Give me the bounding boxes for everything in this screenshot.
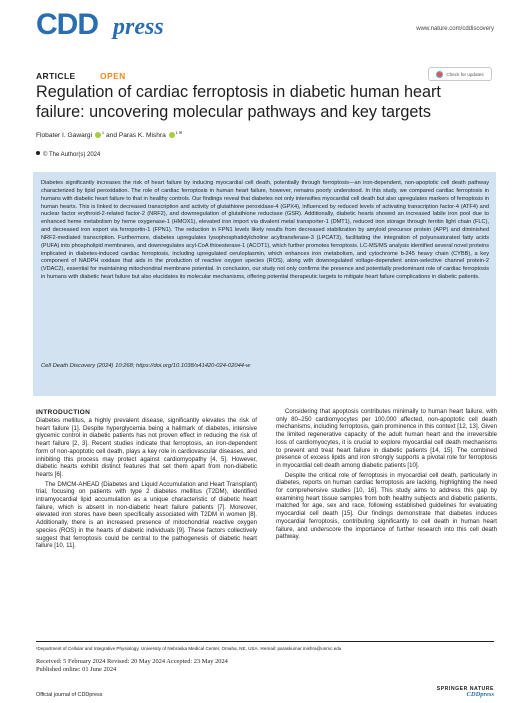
author-affiliation-marker: 1 xyxy=(101,130,105,135)
open-access-label: OPEN xyxy=(100,71,126,81)
author-line xyxy=(36,130,182,139)
check-for-updates-button[interactable] xyxy=(428,67,492,81)
publisher-logo xyxy=(437,686,494,698)
received-dates: Received: 5 February 2024 Revised: 20 May 2024 Accepted: 23 May 2024 xyxy=(36,658,228,665)
author-name[interactable]: Flobater I. Gawargi xyxy=(36,132,93,140)
orcid-icon[interactable] xyxy=(169,132,175,138)
bullet-icon xyxy=(36,151,40,155)
crossmark-icon xyxy=(436,71,443,78)
journal-url-link[interactable]: www.nature.com/cddiscovery xyxy=(416,26,494,32)
publisher-sub: CDDpress xyxy=(466,691,494,698)
article-title: Regulation of cardiac ferroptosis in diabetic human heart failure: uncovering molecular pathways and key targets xyxy=(36,83,441,121)
affiliation-footnote: ¹Department of Cellular and Integrative Physiology, University of Nebraska Medical Center, Omaha, NE, USA. ✉email: paraskumar.mishra@unmc.edu xyxy=(36,646,342,651)
body-right-column xyxy=(276,408,497,541)
orcid-icon[interactable] xyxy=(95,132,101,138)
citation-line: Cell Death Discovery (2024) 10:268; https://doi.org/10.1038/s41420-024-02044-w xyxy=(41,363,251,369)
copyright-line xyxy=(36,151,100,158)
section-heading: INTRODUCTION xyxy=(36,409,91,416)
official-journal-line: Official journal of CDDpress xyxy=(36,692,103,698)
author-name[interactable]: and Paras K. Mishra xyxy=(106,132,166,140)
logo-sub: press xyxy=(113,14,164,40)
body-left-column xyxy=(36,408,257,550)
journal-logo xyxy=(36,8,186,42)
copyright-text: © The Author(s) 2024 xyxy=(43,152,101,158)
article-type-label: ARTICLE xyxy=(36,71,76,81)
body-paragraph: The DMCM-AHEAD (Diabetes and Liquid Accumulation and Heart Transplant) trial, focusing on patients with type 2 diabetes mellitus (T2DM), identified intramyocardial lipid accumulation as a unique characteristic of diabetic heart failure, which is absent in non-diabetic heart failure patients [7]. Moreover, elevated iron stores have been specifically associated with T2DM in women [8]. Additionally, there is an increased presence of mitochondrial reactive oxygen species (ROS) in the hearts of diabetic individuals [9]. These factors collectively suggest that ferroptosis could be central to the pathogenesis of diabetic heart failure [10, 11]. xyxy=(36,480,257,550)
check-for-updates-label: Check for updates xyxy=(446,71,484,77)
body-paragraph: Diabetes mellitus, a highly prevalent disease, significantly elevates the risk of heart failure [1]. Despite hyperglycemia being a hallmark of diabetes, intensive glycemic control in diabetic patients has not proven effect in reducing the risk of heart failure [2, 3]. Recent studies indicate that ferroptosis, an iron-dependent form of non-apoptotic cell death, plays a key role in cardiovascular diseases, and inhibiting this process may protect against cardiomyopathy [4, 5]. However, diabetic hearts exhibit distinct features that set them apart from non-diabetic hearts [6]. xyxy=(36,417,257,478)
published-date: Published online: 01 June 2024 xyxy=(36,666,117,673)
publisher-name: SPRINGER NATURE xyxy=(436,686,494,692)
body-paragraph: Considering that apoptosis contributes minimally to human heart failure, with only 80–250 cardiomyocytes per 100,000 affected, non-apoptotic cell death mechanisms, including ferroptosis, gain prominence in this context [12, 13]. Given the limited regenerative capacity of the adult human heart and the irreversible loss of cardiomyocytes, it is crucial to explore myocardial cell death mechanisms to prevent and treat heart failure in diabetic patients [14, 15]. The combined presence of excess lipids and iron strongly supports a pivotal role for ferroptosis in myocardial cell death among diabetic patients [10]. xyxy=(276,408,497,469)
logo-main: CDD xyxy=(36,8,98,41)
body-paragraph: Despite the critical role of ferroptosis in myocardial cell death, particularly in diabetes, reports on human cardiac ferroptosis are lacking, highlighting the need for comprehensive studies [10, 16]. This study aims to address this gap by examining heart tissue samples from both healthy subjects and diabetic patients, matched for age, sex and race, following established guidelines for evaluating myocardial cell death [15]. Our findings demonstrate that diabetes induces myocardial ferroptosis, contributing significantly to cell death in human heart failure, and underscore the importance of further research into this cell death pathway. xyxy=(276,471,497,541)
abstract-text: Diabetes significantly increases the risk of heart failure by inducing myocardial cell death, potentially through ferroptosis—an iron-dependent, non-apoptotic cell death pathway characterized by lipid peroxidation. The role of cardiac ferroptosis in human heart failure, however, remains poorly understood. In this study, we compared cardiac ferroptosis in humans with diabetic heart failure to that in healthy controls. Our findings reveal that diabetes not only intensifies myocardial cell death but also upregulates markers of ferroptosis in human hearts. This is linked to decreased transcription and activity of glutathione peroxidase-4 (GPX4), influenced by reduced levels of activating transcription factor-4 (ATF4) and nuclear factor erythroid-2-related factor-2 (NRF2), and downregulation of glutathione reductase (GSR). Additionally, diabetic hearts showed an increased labile iron pool due to enhanced heme metabolism by heme oxygenase-1 (HMOX1), elevated iron import via divalent metal transporter-1 (DMT1), reduced iron storage through ferritin light chain (FLC), and decreased iron export via ferroportin-1 (FPN1). The reduction in FPN1 levels likely results from decreased stabilization by amyloid precursor protein (APP) and diminished NRF2-mediated transcription. Furthermore, diabetes upregulates lysophosphatidylcholine acyltransferase-3 (LPCAT3), facilitating the integration of polyunsaturated fatty acids (PUFA) into phospholipid membranes, and downregulates acyl-CoA thioesterase-1 (ACOT1), which further promotes ferroptosis. LC-MS/MS analysis identified several novel proteins implicated in diabetes-induced cardiac ferroptosis, including upregulated ceruloplasmin, which enhances iron metabolism, and cytochrome b-245 heavy chain (CYBB), a key component of NADPH oxidase that aids in the production of reactive oxygen species (ROS), along with downregulated voltage-dependent anion-selective channel protein-2 (VDAC2), essential for maintaining mitochondrial membrane potential. In conclusion, our study not only confirms the presence and potentially predominant role of cardiac ferroptosis in humans with diabetic heart failure but also elucidates its molecular mechanisms, offering potential therapeutic targets to mitigate heart failure complications in diabetic patients. xyxy=(41,180,490,281)
footnote-divider xyxy=(36,641,494,642)
author-affiliation-marker: 1 ✉ xyxy=(175,130,183,135)
